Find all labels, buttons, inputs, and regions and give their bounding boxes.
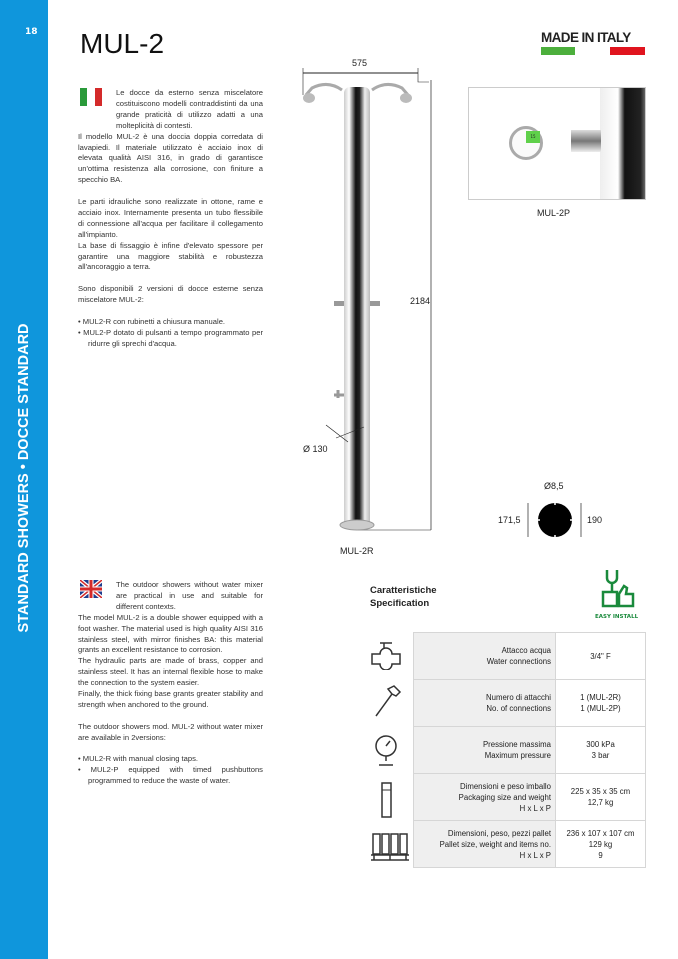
spec-value-line: 225 x 35 x 35 cm	[570, 787, 631, 796]
mul-2p-detail-image	[468, 87, 646, 200]
table-row	[414, 633, 646, 680]
spec-value-line: 12,7 kg	[587, 798, 614, 807]
sidebar	[0, 0, 48, 959]
mul-2p-label: MUL-2P	[537, 208, 571, 218]
spec-label-line: Water connections	[486, 657, 551, 666]
mul-2r-label: MUL-2R	[340, 546, 374, 556]
spec-label-line: H x L x P	[519, 850, 551, 860]
valve-icon	[370, 640, 402, 670]
italian-description	[78, 88, 263, 350]
spec-label-line: Dimensioni e peso imballo	[459, 781, 551, 791]
spec-label-line: Pallet size, weight and items no.	[439, 839, 551, 849]
table-row	[414, 680, 646, 727]
spec-title-it: Caratteristiche	[370, 585, 437, 596]
shower-drawing	[290, 60, 490, 550]
spec-title-en: Specification	[370, 598, 430, 609]
spec-value-line: 129 kg	[588, 839, 613, 849]
made-in-text: MADE IN ITALY	[541, 30, 631, 45]
pressure-gauge-icon	[370, 733, 402, 767]
it-paragraph: Il modello MUL-2 è una doccia doppia corredata di lavapiedi. Il materiale utilizzato è acciaio inox di elevata qualità AISI 316, in grado di garantisce un'ottima resistenza alla corrosione, con finiture a specchio BA.	[78, 131, 263, 185]
base-inner-dimension: 171,5	[498, 515, 521, 525]
spec-value-line: 1 (MUL-2P)	[580, 704, 621, 713]
width-dimension: 575	[352, 58, 368, 68]
spec-value	[556, 774, 646, 821]
spec-label-line: Dimensioni, peso, pezzi pallet	[447, 828, 551, 838]
spec-label	[414, 727, 556, 774]
list-item: • MUL2-P equipped with timed pushbuttons programmed to reduce the waste of water.	[78, 765, 263, 787]
section-title: STANDARD SHOWERS • DOCCE STANDARD	[16, 323, 32, 633]
easy-install-badge	[595, 568, 638, 620]
spec-label-line: Attacco acqua	[501, 646, 551, 655]
it-paragraph: Sono disponibili 2 versioni di docce esterne senza miscelatore MUL-2:	[78, 284, 263, 305]
spec-table	[413, 632, 646, 868]
diameter-dimension: Ø 130	[303, 444, 328, 454]
spec-value	[556, 727, 646, 774]
en-paragraph: The hydraulic parts are made of brass, copper and stainless steel. It has an internal flexible hose to make the connection to the system easier.	[78, 656, 263, 688]
spec-label-line: Packaging size and weight	[458, 792, 551, 802]
easy-install-icon	[599, 568, 635, 608]
hole-dimension: Ø8,5	[544, 481, 564, 491]
it-paragraph: Le parti idrauliche sono realizzate in ottone, rame e acciaio inox. Internamente presenta un tubo flessibile di connessione all'acqua per facilitare il collegamento all'impianto.	[78, 197, 263, 239]
spec-label	[414, 680, 556, 727]
page-number: 18	[25, 27, 38, 37]
it-intro: Le docce da esterno senza miscelatore costituiscono modelli contraddistinti da una grande praticità di utilizzo adatti a una molteplicità di contesti.	[116, 88, 263, 130]
en-paragraph: The model MUL-2 is a double shower equipped with a foot washer. The material used is high quality AISI 316 stainless steel, with mirror finishes BA: this material grants an excellent resistance to corrosion.	[78, 612, 263, 655]
spec-value	[556, 680, 646, 727]
english-description	[78, 580, 263, 787]
list-item: • MUL2-R con rubinetti a chiusura manuale.	[78, 317, 263, 328]
spec-heading	[370, 584, 437, 610]
made-in-italy-badge	[541, 30, 631, 45]
it-paragraph: La base di fissaggio è infine d'elevato spessore per garantire una maggiore stabilità e robustezza all'ancoraggio a terra.	[78, 240, 263, 272]
timer-label: 15	[526, 131, 540, 143]
en-intro: The outdoor showers without water mixer are practical in use and suitable for different contexts.	[116, 580, 263, 611]
spec-label	[414, 821, 556, 868]
spec-value-line: 300 kPa	[586, 740, 615, 749]
base-outer-dimension: 190	[587, 515, 603, 525]
spec-label	[414, 774, 556, 821]
spec-value-line: 9	[598, 850, 603, 860]
spec-label-line: H x L x P	[519, 803, 551, 813]
wrench-icon	[370, 684, 402, 720]
table-row	[414, 727, 646, 774]
spec-label-line: Pressione massima	[482, 740, 551, 749]
pallet-icon	[370, 832, 410, 864]
list-item: • MUL2-P dotato di pulsanti a tempo programmato per ridurre gli sprechi d'acqua.	[78, 328, 263, 350]
table-row	[414, 774, 646, 821]
package-icon	[370, 780, 402, 820]
page-title: MUL-2	[80, 28, 165, 59]
en-paragraph: The outdoor showers mod. MUL-2 without water mixer are available in 2versions:	[78, 721, 263, 742]
spec-label	[414, 633, 556, 680]
spec-value-line: 1 (MUL-2R)	[580, 693, 621, 702]
list-item: • MUL2-R with manual closing taps.	[78, 754, 263, 765]
spec-label-line: No. of connections	[486, 704, 551, 713]
spec-value-line: 236 x 107 x 107 cm	[566, 828, 635, 838]
spec-value-line: 3 bar	[591, 751, 610, 760]
height-dimension: 2184	[410, 296, 431, 306]
spec-value-line: 3/4" F	[590, 651, 611, 661]
easy-install-label: EASY INSTALL	[595, 614, 639, 620]
table-row	[414, 821, 646, 868]
spec-label-line: Numero di attacchi	[485, 693, 551, 702]
base-plate-drawing	[520, 490, 590, 540]
en-paragraph: Finally, the thick fixing base grants greater stability and strength when anchored to the ground.	[78, 689, 263, 709]
spec-label-line: Maximum pressure	[484, 751, 551, 760]
spec-value	[556, 821, 646, 868]
spec-value	[556, 633, 646, 680]
